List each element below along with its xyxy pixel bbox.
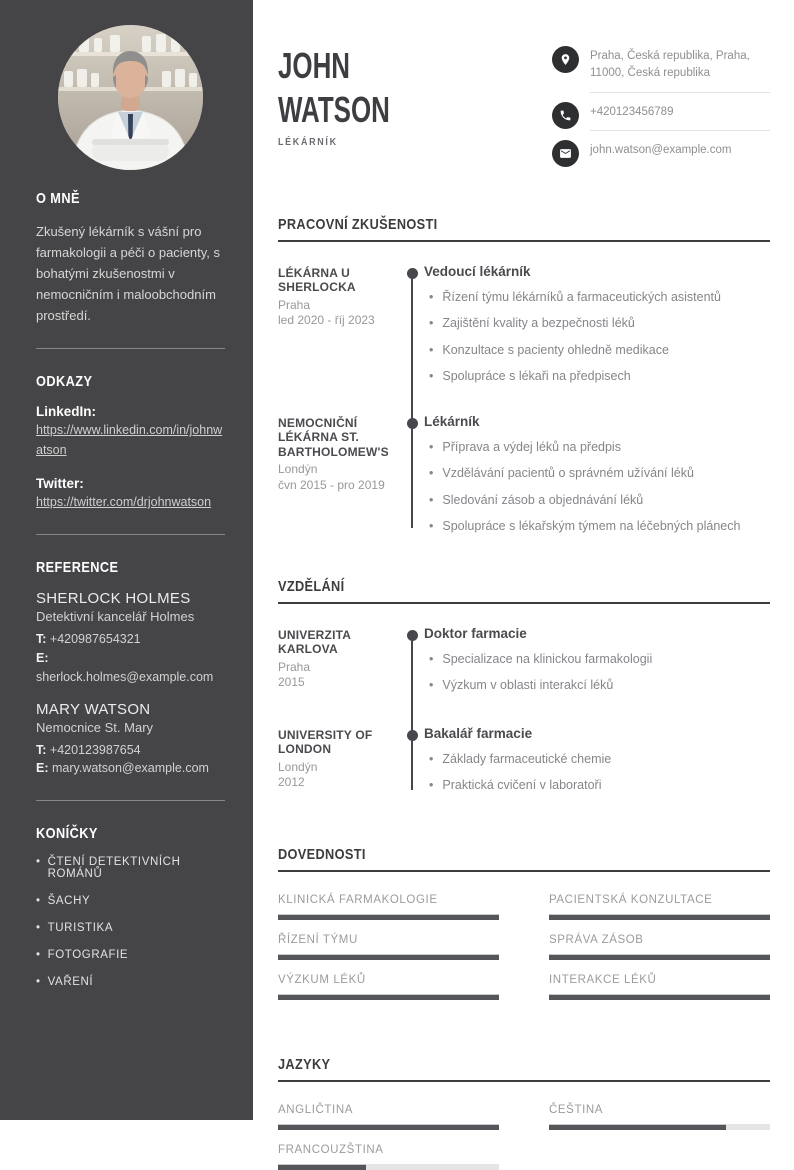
hobby-item: • ČTENÍ DETEKTIVNÍCH ROMÁNŮ xyxy=(36,856,225,880)
skill-bar-fill xyxy=(549,954,770,960)
references-section xyxy=(36,559,225,778)
school-location: Londýn xyxy=(278,759,318,774)
contact-phone-row xyxy=(552,102,770,131)
about-section xyxy=(36,190,225,326)
skills-heading: DOVEDNOSTI xyxy=(278,845,366,863)
entry-year: 2012 xyxy=(278,775,305,790)
bullet-item: • Řízení týmu lékárníků a farmaceutických asistentů xyxy=(424,289,770,307)
references-heading: REFERENCE xyxy=(36,559,119,577)
reference-organization: Nemocnice St. Mary xyxy=(36,719,154,735)
company-location: Praha xyxy=(278,297,311,312)
contact-email: john.watson@example.com xyxy=(590,143,732,156)
sidebar xyxy=(0,0,253,1120)
reference-email xyxy=(36,759,225,778)
entry-dates: led 2020 - říj 2023 xyxy=(278,313,375,328)
school-location: Praha xyxy=(278,659,311,674)
entry-info xyxy=(278,728,404,791)
language-bar xyxy=(278,1124,499,1130)
skills-section xyxy=(278,846,770,1000)
skill-label: INTERAKCE LÉKŮ xyxy=(549,973,657,986)
skill-bar xyxy=(549,954,770,960)
bullet-item: • Specializace na klinickou farmakologii xyxy=(424,651,770,669)
timeline-dot xyxy=(407,268,418,279)
languages-heading: JAZYKY xyxy=(278,1055,331,1073)
entry-body xyxy=(424,626,770,695)
phone-value: +420987654321 xyxy=(49,632,141,647)
language-bar-fill xyxy=(549,1124,726,1130)
languages-grid xyxy=(278,1104,770,1170)
section-rule xyxy=(278,1080,770,1082)
section-rule xyxy=(278,240,770,242)
email-value: sherlock.holmes@example.com xyxy=(36,669,214,684)
language-bar-fill xyxy=(278,1164,366,1170)
phone-label: T: xyxy=(36,742,47,757)
bullet-item: • Spolupráce s lékařským týmem na léčebných plánech xyxy=(424,518,770,536)
language-label: ČEŠTINA xyxy=(549,1103,604,1116)
skill-label: VÝZKUM LÉKŮ xyxy=(278,973,366,986)
reference-phone xyxy=(36,741,225,760)
links-heading: ODKAZY xyxy=(36,373,93,391)
entry-dates: čvn 2015 - pro 2019 xyxy=(278,477,385,492)
language-bar xyxy=(549,1124,770,1130)
reference-phone xyxy=(36,630,225,649)
languages-section xyxy=(278,1056,770,1170)
hobby-item: • FOTOGRAFIE xyxy=(36,949,225,961)
bullet-item: • Základy farmaceutické chemie xyxy=(424,751,770,769)
link-item-twitter xyxy=(36,476,225,512)
skill-bar-fill xyxy=(278,914,499,920)
skill-bar xyxy=(278,954,499,960)
skill-bar-fill xyxy=(549,914,770,920)
hobby-item: • ŠACHY xyxy=(36,895,225,907)
language-item xyxy=(549,1104,770,1130)
role-title: Vedoucí lékárník xyxy=(424,263,531,279)
bullet-item: • Spolupráce s lékaři na předpisech xyxy=(424,368,770,386)
main-content xyxy=(253,0,794,1156)
email-label: E: xyxy=(36,761,49,776)
skill-label: ŘÍZENÍ TÝMU xyxy=(278,933,358,946)
education-section xyxy=(278,578,770,798)
first-name: JOHN xyxy=(278,45,351,86)
skill-bar xyxy=(278,914,499,920)
entry-body xyxy=(424,414,770,536)
profile-photo xyxy=(58,25,203,170)
experience-entries xyxy=(278,264,770,536)
contact-block xyxy=(552,44,770,176)
sidebar-divider xyxy=(36,800,225,801)
degree-bullets xyxy=(424,751,770,795)
school-name: UNIVERSITY OF LONDON xyxy=(278,727,373,757)
bullet-item: • Sledování zásob a objednávání léků xyxy=(424,492,770,510)
role-bullets xyxy=(424,289,770,386)
skill-item xyxy=(278,974,499,1000)
education-entries xyxy=(278,626,770,798)
company-name: NEMOCNIČNÍ LÉKÁRNA ST. BARTHOLOMEW'S xyxy=(278,415,389,459)
skill-bar-fill xyxy=(278,994,499,1000)
hobbies-section xyxy=(36,825,225,988)
hobby-item: • TURISTIKA xyxy=(36,922,225,934)
skill-bar xyxy=(278,994,499,1000)
sidebar-divider xyxy=(36,534,225,535)
experience-section xyxy=(278,216,770,536)
bullet-item: • Vzdělávání pacientů o správném užívání léků xyxy=(424,465,770,483)
company-location: Londýn xyxy=(278,461,318,476)
about-heading: O MNĚ xyxy=(36,190,80,207)
language-item xyxy=(278,1144,499,1170)
phone-label: T: xyxy=(36,632,47,647)
language-item xyxy=(278,1104,499,1130)
contact-location: Praha, Česká republika, Praha, 11000, Česká republika xyxy=(590,46,770,93)
job-title: LÉKÁRNÍK xyxy=(278,135,338,148)
twitter-label: Twitter: xyxy=(36,475,84,491)
bullet-item: • Zajištění kvality a bezpečnosti léků xyxy=(424,315,770,333)
skill-bar-fill xyxy=(549,994,770,1000)
education-entry xyxy=(278,726,770,798)
reference-organization: Detektivní kancelář Holmes xyxy=(36,609,195,625)
skill-bar-fill xyxy=(278,954,499,960)
entry-year: 2015 xyxy=(278,675,305,690)
contact-phone: +420123456789 xyxy=(590,102,770,131)
name-block xyxy=(278,44,433,176)
language-bar xyxy=(278,1164,499,1170)
location-pin-icon xyxy=(552,46,579,73)
skill-item xyxy=(549,974,770,1000)
section-rule xyxy=(278,602,770,604)
skill-item xyxy=(549,894,770,920)
school-name: UNIVERZITA KARLOVA xyxy=(278,627,351,657)
skill-item xyxy=(278,934,499,960)
email-label: E: xyxy=(36,651,49,666)
links-section xyxy=(36,373,225,512)
entry-info xyxy=(278,416,404,494)
profile-photo-image xyxy=(58,25,203,170)
skills-grid xyxy=(278,894,770,1000)
timeline-dot xyxy=(407,730,418,741)
bullet-item: • Příprava a výdej léků na předpis xyxy=(424,439,770,457)
entry-info xyxy=(278,628,404,691)
reference-item xyxy=(36,701,225,779)
last-name: WATSON xyxy=(278,88,390,130)
hobby-item: • VAŘENÍ xyxy=(36,976,225,988)
section-rule xyxy=(278,870,770,872)
email-icon xyxy=(552,140,579,167)
linkedin-link[interactable]: https://www.linkedin.com/in/johnwatson xyxy=(36,423,223,457)
about-text: Zkušený lékárník s vášní pro farmakologii a péči o pacienty, s bohatými zkušenostmi v nemocničním i maloobchodním prostředí. xyxy=(36,224,221,324)
bullet-item: • Konzultace s pacienty ohledně medikace xyxy=(424,342,770,360)
degree-title: Bakalář farmacie xyxy=(424,725,533,741)
twitter-link[interactable]: https://twitter.com/drjohnwatson xyxy=(36,494,212,509)
role-bullets xyxy=(424,439,770,536)
reference-name: MARY WATSON xyxy=(36,700,151,718)
degree-title: Doktor farmacie xyxy=(424,625,527,641)
skill-label: PACIENTSKÁ KONZULTACE xyxy=(549,893,713,906)
reference-email xyxy=(36,649,225,687)
skill-label: SPRÁVA ZÁSOB xyxy=(549,933,644,946)
timeline-dot xyxy=(407,418,418,429)
contact-location-row xyxy=(552,46,770,93)
education-heading: VZDĚLÁNÍ xyxy=(278,577,345,595)
experience-entry xyxy=(278,264,770,386)
experience-heading: PRACOVNÍ ZKUŠENOSTI xyxy=(278,215,438,233)
skill-label: KLINICKÁ FARMAKOLOGIE xyxy=(278,893,438,906)
experience-entry xyxy=(278,414,770,536)
link-item-linkedin xyxy=(36,404,225,460)
reference-item xyxy=(36,590,225,686)
role-title: Lékárník xyxy=(424,413,480,429)
linkedin-label: LinkedIn: xyxy=(36,404,96,420)
language-bar-fill xyxy=(278,1124,499,1130)
bullet-item: • Praktická cvičení v laboratoři xyxy=(424,777,770,795)
skill-item xyxy=(549,934,770,960)
entry-body xyxy=(424,264,770,386)
skill-item xyxy=(278,894,499,920)
entry-info xyxy=(278,266,404,329)
sidebar-divider xyxy=(36,348,225,349)
hobbies-heading: KONÍČKY xyxy=(36,825,98,843)
bullet-item: • Výzkum v oblasti interakcí léků xyxy=(424,677,770,695)
contact-email-row xyxy=(552,140,770,167)
skill-bar xyxy=(549,914,770,920)
email-value: mary.watson@example.com xyxy=(51,761,209,776)
person-name xyxy=(278,44,433,132)
phone-value: +420123987654 xyxy=(49,742,141,757)
skill-bar xyxy=(549,994,770,1000)
entry-body xyxy=(424,726,770,795)
education-entry xyxy=(278,626,770,698)
timeline-dot xyxy=(407,630,418,641)
reference-name: SHERLOCK HOLMES xyxy=(36,590,191,608)
language-label: ANGLIČTINA xyxy=(278,1103,354,1116)
degree-bullets xyxy=(424,651,770,695)
language-label: FRANCOUZŠTINA xyxy=(278,1143,384,1156)
company-name: LÉKÁRNA U SHERLOCKA xyxy=(278,265,356,295)
phone-icon xyxy=(552,102,579,129)
resume-header xyxy=(278,44,770,176)
